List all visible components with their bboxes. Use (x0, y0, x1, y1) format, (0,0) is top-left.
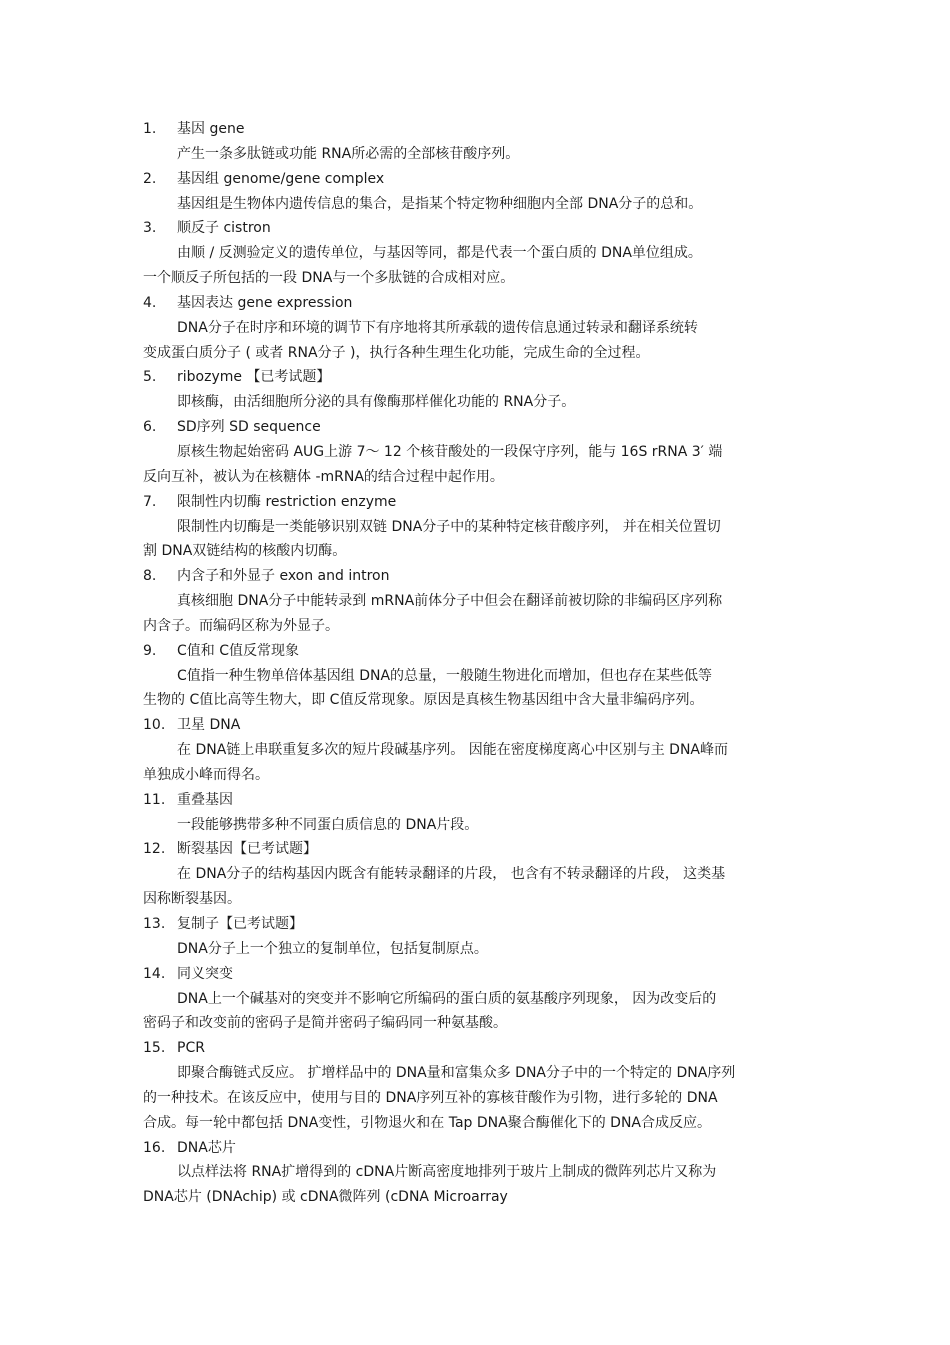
entry-term: DNA芯片 (177, 1139, 236, 1156)
entry-definition-line: 反向互补，被认为在核糖体 -mRNA的结合过程中起作用。 (143, 468, 504, 485)
glossary-term-line (143, 216, 823, 241)
entry-number: 4. (143, 294, 157, 311)
entry-definition-line: 由顺 / 反测验定义的遗传单位，与基因等同，都是代表一个蛋白质的 DNA单位组成。 (177, 245, 702, 262)
glossary-term-line (143, 788, 823, 813)
entry-definition-line: 割 DNA双链结构的核酸内切酶。 (143, 543, 347, 560)
entry-definition-line: 密码子和改变前的密码子是简并密码子编码同一种氨基酸。 (143, 1015, 507, 1032)
entry-definition-line: DNA上一个碱基对的突变并不影响它所编码的蛋白质的氨基酸序列现象， 因为改变后的 (177, 990, 717, 1007)
entry-definition-line: 真核细胞 DNA分子中能转录到 mRNA前体分子中但会在翻译前被切除的非编码区序列称 (177, 593, 723, 610)
entry-definition-line: 即聚合酶链式反应。 扩增样品中的 DNA量和富集众多 DNA分子中的一个特定的 DNA序列 (177, 1065, 736, 1082)
entry-number: 11. (143, 791, 166, 808)
entry-definition-line: 一段能够携带多种不同蛋白质信息的 DNA片段。 (177, 816, 479, 833)
glossary-term-line (143, 962, 823, 987)
entry-definition-line: 以点样法将 RNA扩增得到的 cDNA片断高密度地排列于玻片上制成的微阵列芯片又称为 (177, 1164, 717, 1181)
entry-definition-line: 一个顺反子所包括的一段 DNA与一个多肽链的合成相对应。 (143, 270, 515, 287)
glossary-term-line (143, 713, 823, 738)
entry-definition-line: 产生一条多肽链或功能 RNA所必需的全部核苷酸序列。 (177, 145, 520, 162)
entry-term: 限制性内切酶 restriction enzyme (177, 493, 397, 510)
entry-definition-line: 内含子。而编码区称为外显子。 (143, 617, 339, 634)
entry-term: 内含子和外显子 exon and intron (177, 568, 390, 585)
entry-term: 同义突变 (177, 965, 233, 982)
entry-definition-line: 的一种技术。在该反应中，使用与目的 DNA序列互补的寡核苷酸作为引物，进行多轮的 DNA (143, 1089, 718, 1106)
glossary-list (143, 117, 823, 1210)
entry-definition-line: 合成。每一轮中都包括 DNA变性，引物退火和在 Tap DNA聚合酶催化下的 DNA合成反应。 (143, 1114, 711, 1131)
entry-number: 10. (143, 717, 166, 734)
entry-definition-line: 在 DNA分子的结构基因内既含有能转录翻译的片段， 也含有不转录翻译的片段， 这类基 (177, 866, 726, 883)
entry-term: 基因组 genome/gene complex (177, 170, 385, 187)
glossary-term-line (143, 415, 823, 440)
glossary-term-line (143, 291, 823, 316)
entry-number: 8. (143, 568, 157, 585)
glossary-term-line (143, 117, 823, 142)
entry-number: 2. (143, 170, 157, 187)
glossary-term-line (143, 1136, 823, 1161)
entry-definition-line: DNA芯片 (DNAchip) 或 cDNA微阵列 (cDNA Microarray (143, 1189, 508, 1206)
glossary-term-line (143, 639, 823, 664)
glossary-term-line (143, 912, 823, 937)
entry-term: 基因 gene (177, 121, 245, 137)
entry-term: 卫星 DNA (177, 717, 241, 734)
entry-number: 13. (143, 916, 166, 932)
glossary-term-line (143, 167, 823, 192)
entry-number: 6. (143, 419, 157, 436)
entry-definition-line: DNA分子上一个独立的复制单位，包括复制原点。 (177, 940, 488, 957)
entry-term: PCR (177, 1040, 205, 1057)
glossary-term-line (143, 365, 823, 390)
glossary-term-line (143, 837, 823, 862)
entry-definition-line: C值指一种生物单倍体基因组 DNA的总量，一般随生物进化而增加，但也存在某些低等 (177, 667, 713, 684)
entry-term: SD序列 SD sequence (177, 419, 321, 436)
glossary-term-line (143, 1036, 823, 1061)
glossary-term-line (143, 490, 823, 515)
entry-definition-line: 单独成小峰而得名。 (143, 766, 269, 783)
entry-definition-line: 生物的 C值比高等生物大，即 C值反常现象。原因是真核生物基因组中含大量非编码序列。 (143, 692, 704, 709)
entry-number: 5. (143, 369, 157, 386)
entry-number: 14. (143, 965, 166, 982)
entry-term: 重叠基因 (177, 791, 233, 808)
entry-number: 1. (143, 121, 157, 137)
entry-definition-line: 原核生物起始密码 AUG上游 7～ 12 个核苷酸处的一段保守序列，能与 16S rRNA 3′ 端 (177, 443, 723, 460)
glossary-term-line (143, 564, 823, 589)
entry-number: 7. (143, 493, 157, 510)
entry-number: 3. (143, 220, 157, 237)
entry-definition-line: 即核酶，由活细胞所分泌的具有像酶那样催化功能的 RNA分子。 (177, 394, 576, 411)
entry-term: 复制子【已考试题】 (177, 916, 303, 932)
entry-term: 断裂基因【已考试题】 (177, 841, 317, 858)
entry-definition-line: 变成蛋白质分子 ( 或者 RNA分子 )，执行各种生理生化功能，完成生命的全过程。 (143, 344, 650, 361)
entry-number: 12. (143, 841, 166, 858)
entry-term: C值和 C值反常现象 (177, 642, 300, 659)
entry-term: ribozyme 【已考试题】 (177, 369, 331, 386)
entry-term: 顺反子 cistron (177, 220, 271, 237)
entry-number: 9. (143, 642, 157, 659)
entry-number: 15. (143, 1040, 166, 1057)
entry-term: 基因表达 gene expression (177, 294, 353, 311)
entry-definition-line: DNA分子在时序和环境的调节下有序地将其所承载的遗传信息通过转录和翻译系统转 (177, 319, 698, 336)
entry-definition-line: 基因组是生物体内遗传信息的集合，是指某个特定物种细胞内全部 DNA分子的总和。 (177, 195, 703, 212)
entry-definition-line: 在 DNA链上串联重复多次的短片段碱基序列。 因能在密度梯度离心中区别与主 DNA峰而 (177, 742, 729, 759)
entry-definition-line: 限制性内切酶是一类能够识别双链 DNA分子中的某种特定核苷酸序列， 并在相关位置切 (177, 518, 721, 535)
entry-number: 16. (143, 1139, 166, 1156)
entry-definition-line: 因称断裂基因。 (143, 891, 241, 908)
